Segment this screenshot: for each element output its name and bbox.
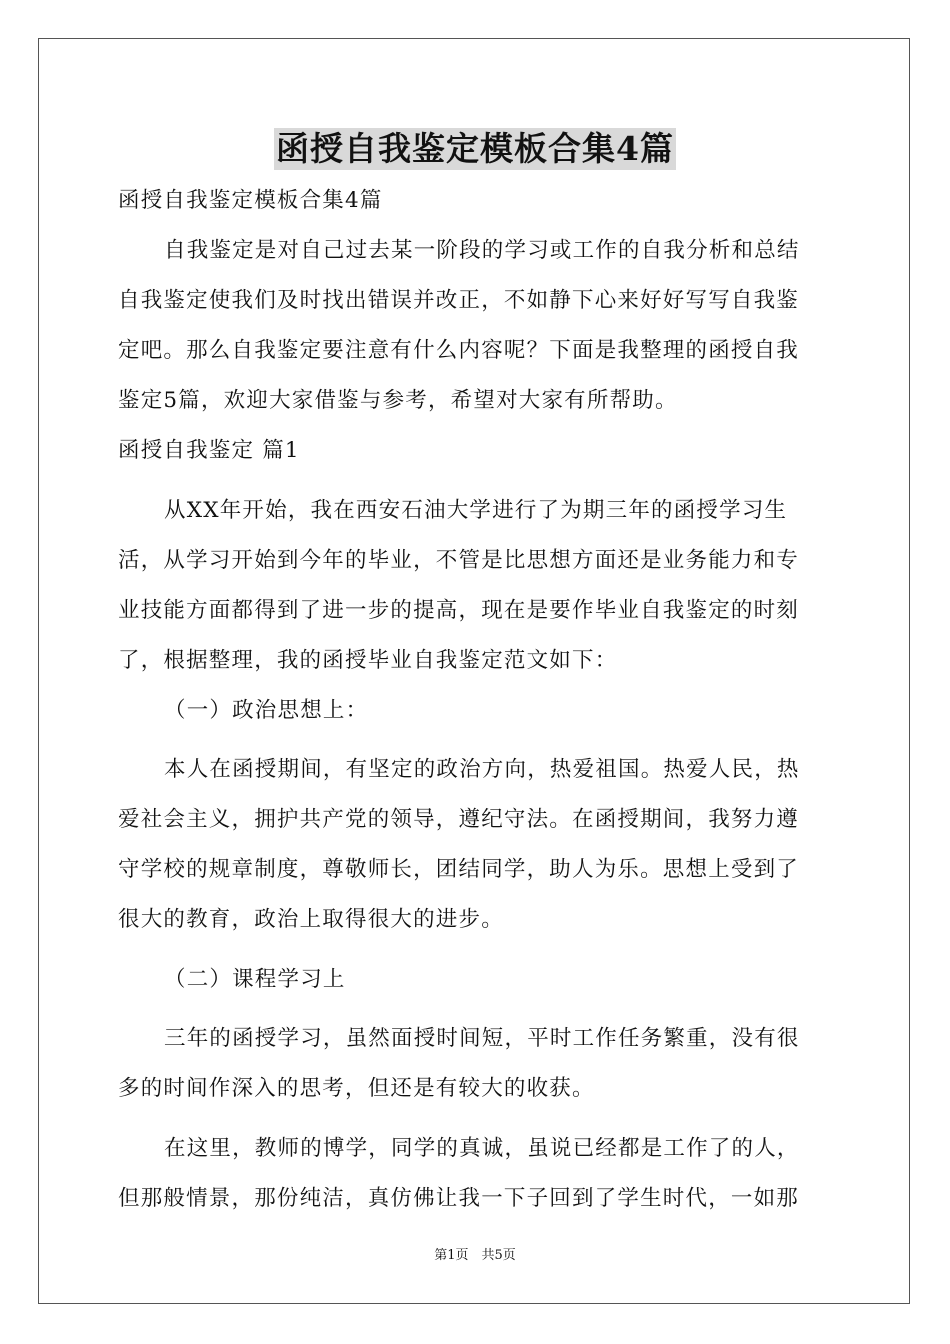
text-line: 自我鉴定是对自己过去某一阶段的学习或工作的自我分析和总结 [164,238,800,263]
text-line: 了，根据整理，我的函授毕业自我鉴定范文如下： [118,648,618,673]
section-heading: 函授自我鉴定 篇1 [118,438,300,463]
text-line: 自我鉴定使我们及时找出错误并改正，不如静下心来好好写写自我鉴 [118,288,800,313]
text-line: 业技能方面都得到了进一步的提高，现在是要作毕业自我鉴定的时刻 [118,598,800,623]
text-line: 鉴定5篇，欢迎大家借鉴与参考，希望对大家有所帮助。 [118,388,678,413]
document-subtitle: 函授自我鉴定模板合集4篇 [118,188,383,213]
text-line: 在这里，教师的博学，同学的真诚，虽说已经都是工作了的人， [164,1136,800,1161]
text-line: 守学校的规章制度，尊敬师长，团结同学，助人为乐。思想上受到了 [118,857,800,882]
paragraph-1 [118,486,834,686]
text-line: 从XX年开始，我在西安石油大学进行了为期三年的函授学习生 [164,498,788,523]
subsection-heading: （一）政治思想上： [164,698,369,723]
paragraph-2 [118,745,834,945]
subsection-heading: （二）课程学习上 [164,967,346,992]
paragraph-4 [118,1124,834,1224]
text-line: 很大的教育，政治上取得很大的进步。 [118,907,504,932]
text-line: 但那般情景，那份纯洁，真仿佛让我一下子回到了学生时代，一如那 [118,1186,800,1211]
title-container [0,128,950,170]
text-line: 多的时间作深入的思考，但还是有较大的收获。 [118,1076,595,1101]
text-line: 定吧。那么自我鉴定要注意有什么内容呢？下面是我整理的函授自我 [118,338,800,363]
text-line: 三年的函授学习，虽然面授时间短，平时工作任务繁重，没有很 [164,1026,800,1051]
page-footer: 第1页 共5页 [434,1248,516,1263]
text-line: 活，从学习开始到今年的毕业，不管是比思想方面还是业务能力和专 [118,548,800,573]
text-line: 爱社会主义，拥护共产党的领导，遵纪守法。在函授期间，我努力遵 [118,807,800,832]
document-title: 函授自我鉴定模板合集4篇 [276,129,674,168]
intro-paragraph [118,226,834,426]
text-line: 本人在函授期间，有坚定的政治方向，热爱祖国。热爱人民，热 [164,757,800,782]
document-body [118,176,834,1224]
paragraph-3 [118,1014,834,1114]
